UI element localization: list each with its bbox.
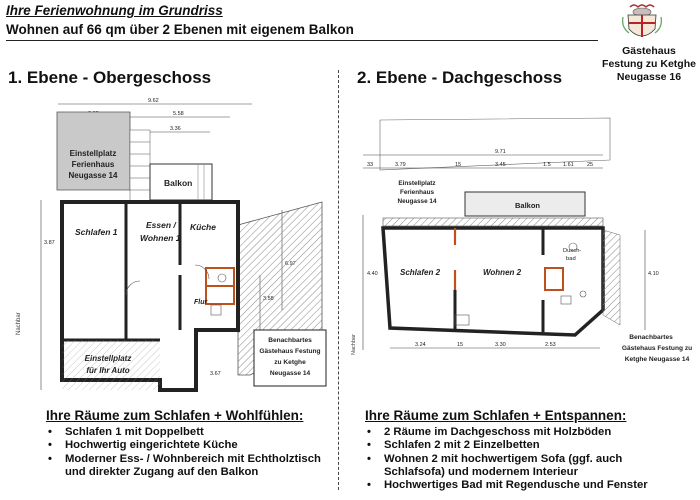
dim-segment: 3.87 [44,240,55,246]
parking-top-line-3: Neugasse 14 [68,171,118,180]
parking-bottom-line-1: Einstellplatz [84,354,132,363]
level2-features-heading: Ihre Räume zum Schlafen + Entspannen: [365,408,627,423]
guesthouse-line-1: Gästehaus [622,45,676,57]
dim-segment: 4.10 [648,271,659,277]
dim-segment: 3.30 [495,342,506,348]
list-item: • 2 Räume im Dachgeschoss mit Holzböden [365,426,648,439]
list-item: • Schlafen 2 mit 2 Einzelbetten [365,439,648,452]
list-item: und direkter Zugang auf den Balkon [65,465,259,478]
dim-segment: 2.53 [545,342,556,348]
room-schlafen-2: Schlafen 2 [400,268,441,277]
parking-top-line-1: Einstellplatz [398,180,436,187]
dim-total-width: 9.62 [148,98,159,104]
neighbor-line-3: zu Ketghe [274,359,306,366]
room-flur: Flur [194,299,208,306]
room-wohnen-1: Wohnen 1 [140,233,181,243]
dim-segment: 33 [367,162,374,168]
label-nachbar: Nachbar [351,334,357,355]
dim-segment: 1.61 [563,162,574,168]
dim-segment: 1.5 [543,162,551,168]
neighbor-line-1: Benachbartes [268,337,312,344]
dim-segment: 3.45 [495,162,506,168]
dim-total-width: 9.71 [495,149,506,155]
level2-title: 2. Ebene - Dachgeschoss [357,68,563,87]
list-item: Schlafsofa) und modernem Interieur [384,465,578,478]
dim-segment: 3.24 [415,342,426,348]
parking-top-line-1: Einstellplatz [69,149,117,158]
neighbor-line-4: Neugasse 14 [269,370,311,377]
list-item: • Schlafen 1 mit Doppelbett [46,426,321,439]
parking-top-line-2: Ferienhaus [399,189,435,196]
floorplan-level2 [345,110,697,380]
guesthouse-label [600,45,698,84]
level1-features-heading: Ihre Räume zum Schlafen + Wohlfühlen: [46,408,304,423]
room-essen-label: Essen / [146,220,176,230]
dim-segment: 25 [587,162,594,168]
dim-segment: 4.40 [367,271,378,277]
neighbor-line-3: Ketghe Neugasse 14 [624,356,690,363]
list-item: • Hochwertig eingerichtete Küche [46,439,321,452]
room-schlafen-1: Schlafen 1 [75,227,118,237]
parking-bottom-line-2: für Ihr Auto [86,366,130,375]
floorplan-level1 [0,90,338,400]
room-duschbad-line-2: bad [566,256,576,262]
room-kueche: Küche [190,222,216,232]
dim-segment: 3.79 [395,162,406,168]
coat-of-arms-logo [620,3,664,43]
level2-features-list [365,426,648,492]
list-item: • Moderner Ess- / Wohnbereich mit Echtholztisch [46,453,321,466]
neighbor-line-2: Gästehaus Festung zu [621,345,693,352]
room-balkon: Balkon [515,201,541,210]
dim-segment: 3.36 [170,126,181,132]
list-item: • Hochwertiges Bad mit Regendusche und Fenster [365,479,648,492]
parking-top-line-3: Neugasse 14 [397,198,437,205]
neighbor-line-2: Gästehaus Festung [259,348,321,355]
parking-top-line-2: Ferienhaus [71,160,115,169]
dim-segment: 3.67 [210,371,221,377]
neighbor-line-1: Benachbartes [629,334,673,341]
room-duschbad-line-1: Dusch- [563,248,582,254]
level1-title: 1. Ebene - Obergeschoss [8,68,212,87]
list-item: • Wohnen 2 mit hochwertigem Sofa (ggf. auch [365,453,648,466]
guesthouse-line-3: Neugasse 16 [616,71,682,83]
section-divider [338,70,340,490]
header-divider [6,40,598,41]
room-wohnen-2: Wohnen 2 [483,268,522,277]
guesthouse-line-2: Festung zu Ketghe [602,58,696,70]
page-subtitle: Wohnen auf 66 qm über 2 Ebenen mit eigenem Balkon [6,22,354,37]
page-title: Ihre Ferienwohnung im Grundriss [6,3,223,18]
label-nachbar: Nachbar [16,312,22,335]
room-balkon: Balkon [164,178,193,188]
dim-segment: 15 [455,162,462,168]
level1-features-list [46,426,321,479]
dim-segment: 5.58 [173,111,184,117]
dim-segment: 15 [457,342,464,348]
